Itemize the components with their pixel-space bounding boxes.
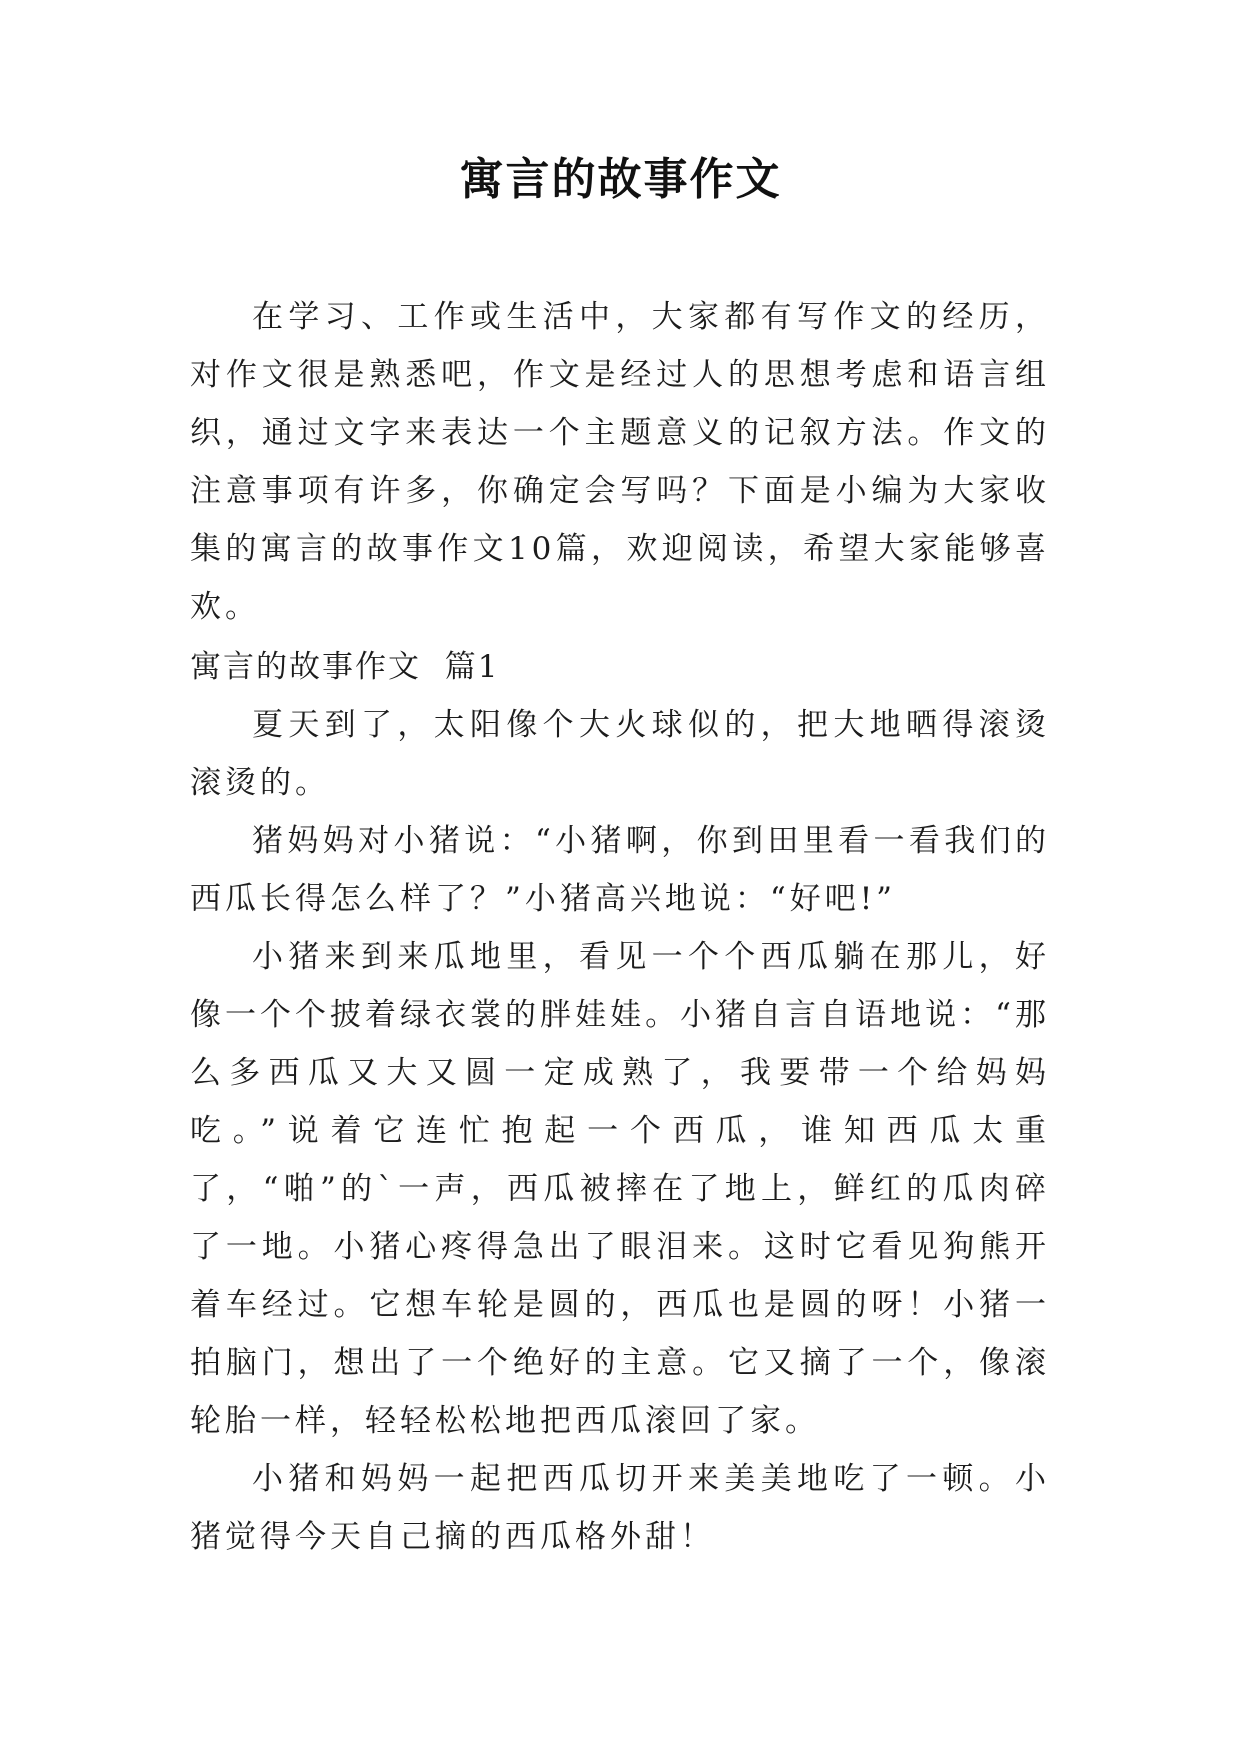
intro-paragraph: 在学习、工作或生活中，大家都有写作文的经历，对作文很是熟悉吧，作文是经过人的思想考虑和语言组织，通过文字来表达一个主题意义的记叙方法。作文的注意事项有许多，你确定会写吗？下面是小编为大家收集的寓言的故事作文10篇，欢迎阅读，希望大家能够喜欢。 — [190, 299, 1050, 625]
story-paragraph: 小猪来到来瓜地里，看见一个个西瓜躺在那儿，好像一个个披着绿衣裳的胖娃娃。小猪自言自语地说：“那么多西瓜又大又圆一定成熟了，我要带一个给妈妈吃。”说着它连忙抱起一个西瓜，谁知西瓜太重了，“啪”的`一声，西瓜被摔在了地上，鲜红的瓜肉碎了一地。小猪心疼得急出了眼泪来。这时它看见狗熊开着车经过。它想车轮是圆的，西瓜也是圆的呀！小猪一拍脑门，想出了一个绝好的主意。它又摘了一个，像滚轮胎一样，轻轻松松地把西瓜滚回了家。 — [190, 939, 1050, 1439]
story-paragraph: 猪妈妈对小猪说：“小猪啊，你到田里看一看我们的西瓜长得怎么样了？”小猪高兴地说：“好吧!” — [190, 823, 1050, 917]
story-paragraph: 夏天到了，太阳像个大火球似的，把大地晒得滚烫滚烫的。 — [190, 707, 1050, 801]
document-title: 寓言的故事作文 — [459, 154, 782, 205]
section-heading: 寓言的故事作文 篇1 — [190, 649, 500, 685]
intro-section — [190, 288, 1050, 636]
story-body — [190, 696, 1050, 1566]
story-paragraph: 小猪和妈妈一起把西瓜切开来美美地吃了一顿。小猪觉得今天自己摘的西瓜格外甜！ — [190, 1461, 1050, 1555]
